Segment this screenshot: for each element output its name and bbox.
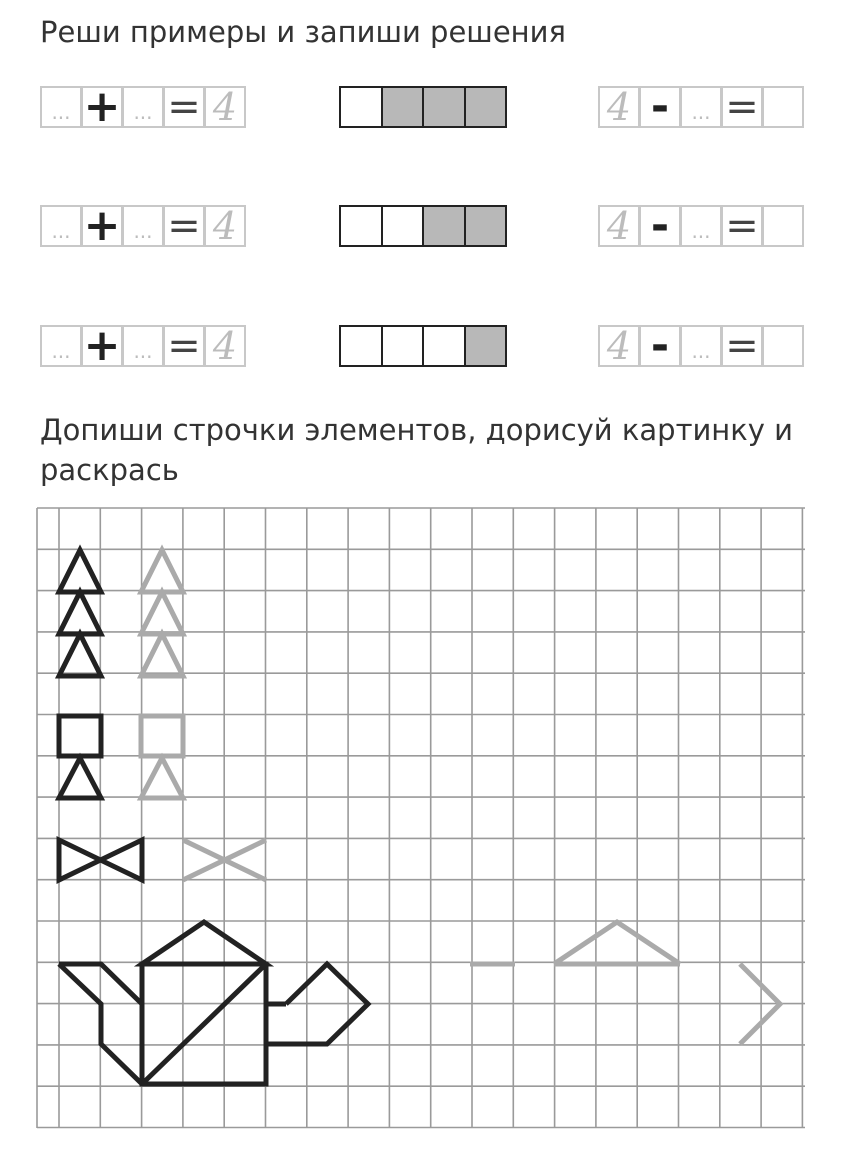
picture-trace [470, 922, 780, 1044]
equals-sign: = [163, 86, 205, 128]
square-triangle-trace [141, 716, 183, 798]
subtrahend-field[interactable]: ... [680, 86, 722, 128]
equals-sign: = [163, 325, 205, 367]
minus-sign: - [639, 325, 681, 367]
minuend-value: 4 [598, 205, 640, 247]
second-addend-field[interactable]: ... [122, 325, 164, 367]
minuend-value: 4 [598, 86, 640, 128]
task2-heading: Допиши строчки элементов, дорисуй картинку и раскрась [40, 413, 794, 487]
minuend-value: 4 [598, 325, 640, 367]
equals-sign: = [721, 205, 763, 247]
equals-sign: = [721, 325, 763, 367]
second-addend-field[interactable]: ... [122, 86, 164, 128]
minus-sign: - [639, 205, 681, 247]
equals-sign: = [163, 205, 205, 247]
plus-sign: + [81, 86, 123, 128]
task1-heading: Реши примеры и запиши решения [40, 15, 566, 49]
square-triangle-sample [59, 716, 101, 798]
subtrahend-field[interactable]: ... [680, 325, 722, 367]
triangle-pattern-trace [141, 550, 183, 676]
first-addend-field[interactable]: ... [40, 205, 82, 247]
sum-value: 4 [204, 205, 246, 247]
plus-sign: + [81, 325, 123, 367]
triangle-pattern-sample [59, 550, 101, 676]
first-addend-field[interactable]: ... [40, 325, 82, 367]
plus-sign: + [81, 205, 123, 247]
grid-lines [37, 508, 805, 1128]
minus-sign: - [639, 86, 681, 128]
sum-value: 4 [204, 325, 246, 367]
second-addend-field[interactable]: ... [122, 205, 164, 247]
sum-value: 4 [204, 86, 246, 128]
equals-sign: = [721, 86, 763, 128]
subtrahend-field[interactable]: ... [680, 205, 722, 247]
first-addend-field[interactable]: ... [40, 86, 82, 128]
